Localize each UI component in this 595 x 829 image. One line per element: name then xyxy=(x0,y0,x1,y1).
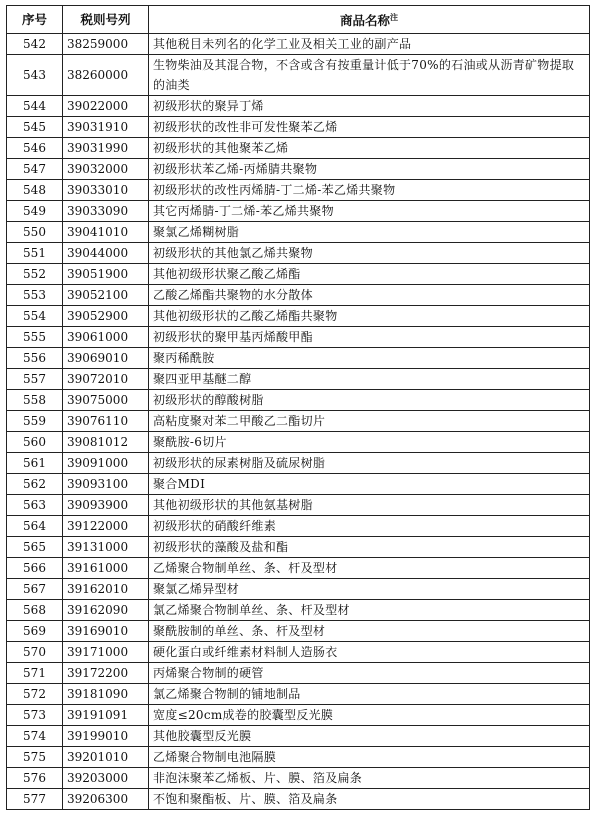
row-name: 聚四亚甲基醚二醇 xyxy=(149,369,590,390)
row-name: 乙酸乙烯酯共聚物的水分散体 xyxy=(149,285,590,306)
row-code: 39191091 xyxy=(63,705,149,726)
row-code: 39031910 xyxy=(63,117,149,138)
row-seq: 548 xyxy=(7,180,63,201)
row-seq: 545 xyxy=(7,117,63,138)
row-code: 39172200 xyxy=(63,663,149,684)
table-row xyxy=(7,684,590,705)
row-name: 氯乙烯聚合物制单丝、条、杆及型材 xyxy=(149,600,590,621)
row-code: 39206300 xyxy=(63,789,149,810)
table-row xyxy=(7,138,590,159)
row-seq: 547 xyxy=(7,159,63,180)
row-code: 39033010 xyxy=(63,180,149,201)
row-name: 初级形状的其他氯乙烯共聚物 xyxy=(149,243,590,264)
row-seq: 570 xyxy=(7,642,63,663)
table-row xyxy=(7,537,590,558)
row-seq: 563 xyxy=(7,495,63,516)
row-name: 高粘度聚对苯二甲酸乙二酯切片 xyxy=(149,411,590,432)
table-row xyxy=(7,768,590,789)
row-seq: 569 xyxy=(7,621,63,642)
header-note-mark: 注 xyxy=(390,12,398,23)
row-seq: 574 xyxy=(7,726,63,747)
row-code: 39069010 xyxy=(63,348,149,369)
row-name: 其他初级形状的乙酸乙烯酯共聚物 xyxy=(149,306,590,327)
row-code: 39061000 xyxy=(63,327,149,348)
row-name: 乙烯聚合物制单丝、条、杆及型材 xyxy=(149,558,590,579)
table-row xyxy=(7,789,590,810)
row-code: 39022000 xyxy=(63,96,149,117)
row-seq: 567 xyxy=(7,579,63,600)
row-seq: 564 xyxy=(7,516,63,537)
table-row xyxy=(7,243,590,264)
row-code: 39052900 xyxy=(63,306,149,327)
table-row xyxy=(7,432,590,453)
row-name: 初级形状的改性非可发性聚苯乙烯 xyxy=(149,117,590,138)
table-header xyxy=(7,6,590,34)
row-seq: 553 xyxy=(7,285,63,306)
row-name: 氯乙烯聚合物制的铺地制品 xyxy=(149,684,590,705)
row-seq: 549 xyxy=(7,201,63,222)
table-row xyxy=(7,34,590,55)
table-row xyxy=(7,348,590,369)
row-seq: 544 xyxy=(7,96,63,117)
table-row xyxy=(7,516,590,537)
row-seq: 552 xyxy=(7,264,63,285)
row-seq: 546 xyxy=(7,138,63,159)
row-code: 39201010 xyxy=(63,747,149,768)
row-code: 39093100 xyxy=(63,474,149,495)
table-row xyxy=(7,96,590,117)
row-name: 聚酰胺制的单丝、条、杆及型材 xyxy=(149,621,590,642)
table-row xyxy=(7,495,590,516)
table-row xyxy=(7,180,590,201)
row-name: 初级形状的硝酸纤维素 xyxy=(149,516,590,537)
row-name: 初级形状的藻酸及盐和酯 xyxy=(149,537,590,558)
row-name: 其它丙烯腈-丁二烯-苯乙烯共聚物 xyxy=(149,201,590,222)
row-name: 不饱和聚酯板、片、膜、箔及扁条 xyxy=(149,789,590,810)
row-code: 39041010 xyxy=(63,222,149,243)
row-code: 39162010 xyxy=(63,579,149,600)
row-name: 其他初级形状聚乙酸乙烯酯 xyxy=(149,264,590,285)
table-row xyxy=(7,621,590,642)
row-code: 39033090 xyxy=(63,201,149,222)
row-name: 硬化蛋白或纤维素材料制人造肠衣 xyxy=(149,642,590,663)
row-code: 39075000 xyxy=(63,390,149,411)
row-name: 聚合MDI xyxy=(149,474,590,495)
table-body xyxy=(7,34,590,810)
row-seq: 575 xyxy=(7,747,63,768)
row-name: 初级形状的聚异丁烯 xyxy=(149,96,590,117)
row-code: 39032000 xyxy=(63,159,149,180)
row-name: 丙烯聚合物制的硬管 xyxy=(149,663,590,684)
table-row xyxy=(7,558,590,579)
row-code: 39072010 xyxy=(63,369,149,390)
row-name: 聚丙稀酰胺 xyxy=(149,348,590,369)
table-row xyxy=(7,579,590,600)
header-code: 税则号列 xyxy=(63,6,149,34)
row-code: 39093900 xyxy=(63,495,149,516)
row-name: 聚氯乙烯糊树脂 xyxy=(149,222,590,243)
header-name xyxy=(149,6,590,34)
table-row xyxy=(7,159,590,180)
row-code: 39203000 xyxy=(63,768,149,789)
row-seq: 576 xyxy=(7,768,63,789)
row-seq: 568 xyxy=(7,600,63,621)
row-seq: 557 xyxy=(7,369,63,390)
row-code: 39031990 xyxy=(63,138,149,159)
row-code: 39161000 xyxy=(63,558,149,579)
table-row xyxy=(7,201,590,222)
table-row xyxy=(7,264,590,285)
row-seq: 560 xyxy=(7,432,63,453)
table-row xyxy=(7,411,590,432)
row-code: 39051900 xyxy=(63,264,149,285)
row-seq: 554 xyxy=(7,306,63,327)
table-row xyxy=(7,55,590,96)
row-name: 初级形状的醇酸树脂 xyxy=(149,390,590,411)
table-row xyxy=(7,726,590,747)
row-seq: 551 xyxy=(7,243,63,264)
table-row xyxy=(7,453,590,474)
header-name-label: 商品名称 xyxy=(339,13,390,29)
row-name: 初级形状苯乙烯-丙烯腈共聚物 xyxy=(149,159,590,180)
row-name: 聚氯乙烯异型材 xyxy=(149,579,590,600)
row-name: 其他初级形状的其他氨基树脂 xyxy=(149,495,590,516)
row-code: 39162090 xyxy=(63,600,149,621)
row-code: 39091000 xyxy=(63,453,149,474)
row-seq: 558 xyxy=(7,390,63,411)
row-seq: 556 xyxy=(7,348,63,369)
row-seq: 561 xyxy=(7,453,63,474)
row-code: 38260000 xyxy=(63,55,149,96)
row-name: 其他税目未列名的化学工业及相关工业的副产品 xyxy=(149,34,590,55)
row-name: 非泡沫聚苯乙烯板、片、膜、箔及扁条 xyxy=(149,768,590,789)
row-seq: 566 xyxy=(7,558,63,579)
row-name: 初级形状的聚甲基丙烯酸甲酯 xyxy=(149,327,590,348)
table-row xyxy=(7,306,590,327)
table-row xyxy=(7,705,590,726)
row-seq: 550 xyxy=(7,222,63,243)
row-name: 生物柴油及其混合物，不含或含有按重量计低于70%的石油或从沥青矿物提取的油类 xyxy=(149,55,590,96)
row-name: 宽度≤20cm成卷的胶囊型反光膜 xyxy=(149,705,590,726)
row-name: 乙烯聚合物制电池隔膜 xyxy=(149,747,590,768)
row-name: 聚酰胺-6切片 xyxy=(149,432,590,453)
row-code: 39131000 xyxy=(63,537,149,558)
table-row xyxy=(7,600,590,621)
row-code: 39044000 xyxy=(63,243,149,264)
row-code: 39169010 xyxy=(63,621,149,642)
row-code: 39076110 xyxy=(63,411,149,432)
row-seq: 565 xyxy=(7,537,63,558)
table-row xyxy=(7,285,590,306)
row-code: 39052100 xyxy=(63,285,149,306)
table-row xyxy=(7,663,590,684)
table-row xyxy=(7,369,590,390)
row-seq: 543 xyxy=(7,55,63,96)
row-seq: 573 xyxy=(7,705,63,726)
table-row xyxy=(7,117,590,138)
row-seq: 577 xyxy=(7,789,63,810)
row-code: 38259000 xyxy=(63,34,149,55)
row-seq: 572 xyxy=(7,684,63,705)
row-code: 39181090 xyxy=(63,684,149,705)
row-seq: 555 xyxy=(7,327,63,348)
row-code: 39171000 xyxy=(63,642,149,663)
header-seq: 序号 xyxy=(7,6,63,34)
row-seq: 559 xyxy=(7,411,63,432)
row-name: 初级形状的改性丙烯腈-丁二烯-苯乙烯共聚物 xyxy=(149,180,590,201)
row-name: 初级形状的尿素树脂及硫尿树脂 xyxy=(149,453,590,474)
table-row xyxy=(7,390,590,411)
row-code: 39081012 xyxy=(63,432,149,453)
table-row xyxy=(7,474,590,495)
table-row xyxy=(7,642,590,663)
row-seq: 562 xyxy=(7,474,63,495)
table-row xyxy=(7,327,590,348)
row-seq: 542 xyxy=(7,34,63,55)
table-row xyxy=(7,747,590,768)
tariff-table xyxy=(6,5,590,810)
table-row xyxy=(7,222,590,243)
row-code: 39199010 xyxy=(63,726,149,747)
row-seq: 571 xyxy=(7,663,63,684)
row-name: 其他胶囊型反光膜 xyxy=(149,726,590,747)
row-code: 39122000 xyxy=(63,516,149,537)
row-name: 初级形状的其他聚苯乙烯 xyxy=(149,138,590,159)
